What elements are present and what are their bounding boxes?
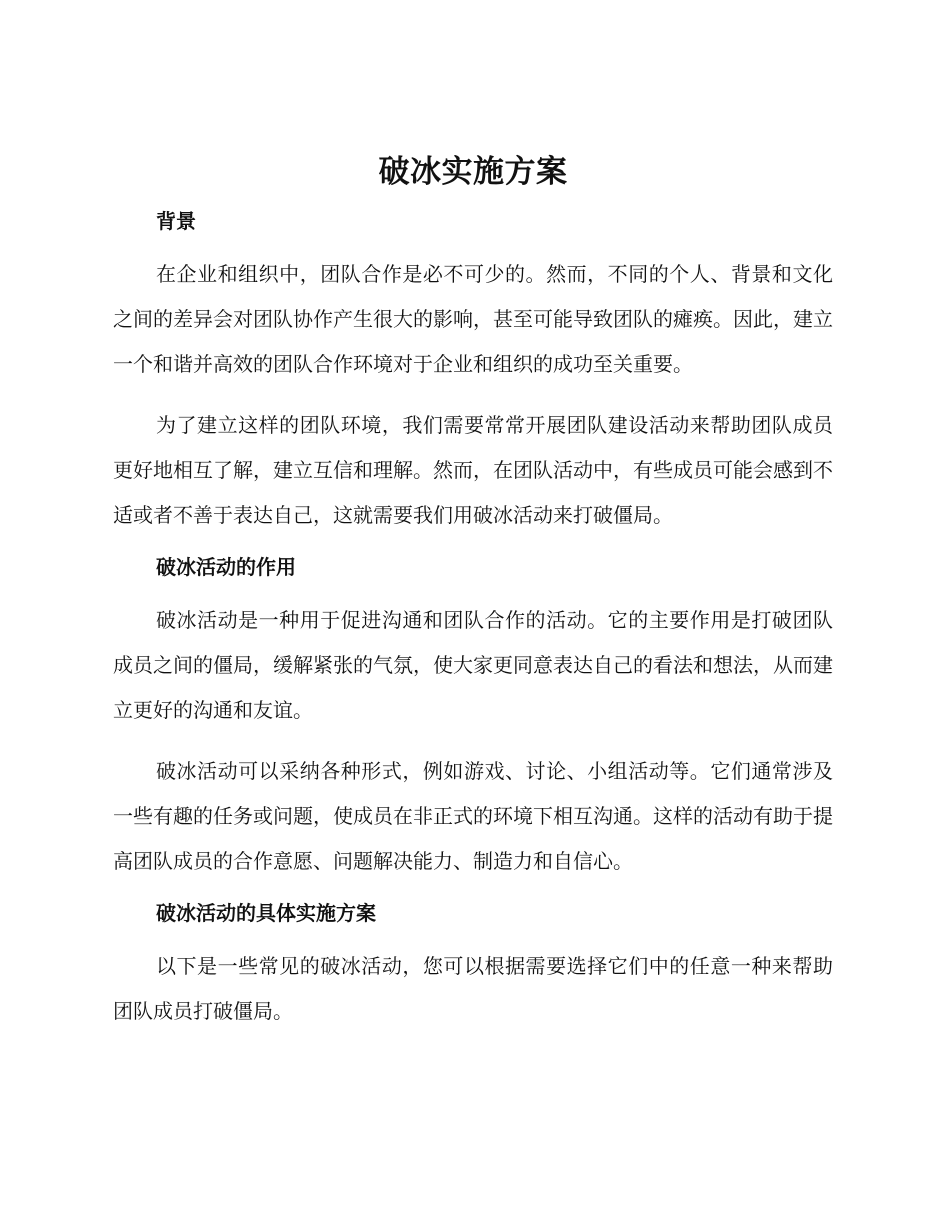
section-background <box>113 206 833 538</box>
section-heading-icebreaker-purpose: 破冰活动的作用 <box>156 555 296 579</box>
section-heading-implementation-plan: 破冰活动的具体实施方案 <box>156 901 376 925</box>
section-heading-background: 背景 <box>156 209 196 233</box>
purpose-paragraph-1: 破冰活动是一种用于促进沟通和团队合作的活动。它的主要作用是打破团队成员之间的僵局，缓解紧张的气氛，使大家更同意表达自己的看法和想法，从而建立更好的沟通和友谊。 <box>113 608 833 722</box>
document-title: 破冰实施方案 <box>378 154 568 190</box>
section-implementation-plan <box>113 898 833 1034</box>
document-content <box>113 148 833 1034</box>
background-paragraph-1: 在企业和组织中，团队合作是必不可少的。然而，不同的个人、背景和文化之间的差异会对团队协作产生很大的影响，甚至可能导致团队的瘫痪。因此，建立一个和谐并高效的团队合作环境对于企业和组织的成功至关重要。 <box>113 262 833 376</box>
implementation-paragraph-1: 以下是一些常见的破冰活动，您可以根据需要选择它们中的任意一种来帮助团队成员打破僵局。 <box>113 954 833 1023</box>
purpose-paragraph-2: 破冰活动可以采纳各种形式，例如游戏、讨论、小组活动等。它们通常涉及一些有趣的任务或问题，使成员在非正式的环境下相互沟通。这样的活动有助于提高团队成员的合作意愿、问题解决能力、制造力和自信心。 <box>113 759 833 873</box>
section-icebreaker-purpose <box>113 552 833 884</box>
background-paragraph-2: 为了建立这样的团队环境，我们需要常常开展团队建设活动来帮助团队成员更好地相互了解，建立互信和理解。然而，在团队活动中，有些成员可能会感到不适或者不善于表达自己，这就需要我们用破冰活动来打破僵局。 <box>113 413 833 527</box>
